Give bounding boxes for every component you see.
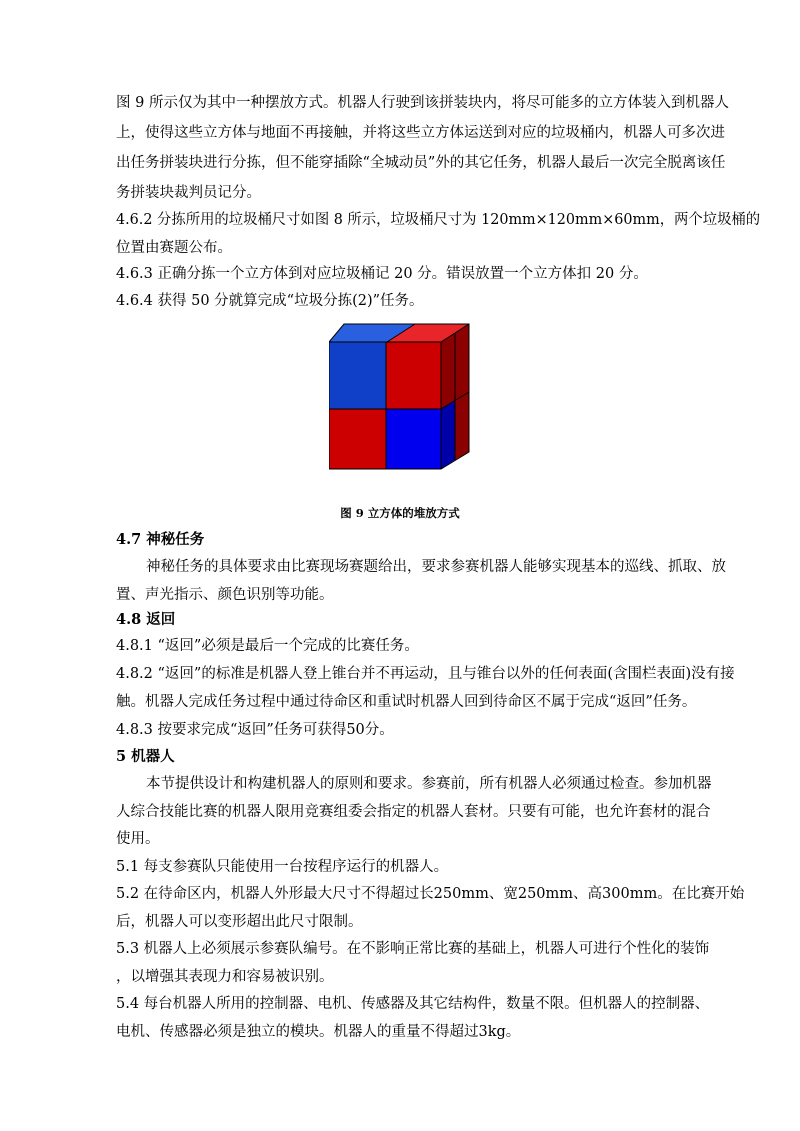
paragraph-line: 使用。 (116, 831, 160, 847)
paragraph-line: 务拼装块裁判员记分。 (116, 185, 261, 201)
paragraph-line: 出任务拼装块进行分拣，但不能穿插除“全城动员”外的其它任务，机器人最后一次完全脱离该任 (116, 155, 726, 171)
paragraph-line: 神秘任务的具体要求由比赛现场赛题给出，要求参赛机器人能够实现基本的巡线、抓取、放 (146, 559, 726, 575)
paragraph-line: 4.8.1 “返回”必须是最后一个完成的比赛任务。 (116, 638, 419, 654)
cube-side-bottom-right (455, 392, 469, 460)
paragraph-line: 5.1 每支参赛队只能使用一台按程序运行的机器人。 (116, 859, 449, 875)
paragraph-line: 图 9 所示仅为其中一种摆放方式。机器人行驶到该拼装块内，将尽可能多的立方体装入到机器人 (116, 95, 729, 111)
section-heading: 4.8 返回 (116, 611, 176, 628)
paragraph-line: 本节提供设计和构建机器人的原则和要求。参赛前，所有机器人必须通过检查。参加机器 (146, 776, 712, 792)
paragraph-line: 后，机器人可以变形超出此尺寸限制。 (116, 914, 363, 930)
cube-front-bottom-right (386, 409, 441, 469)
paragraph-line: 5.4 每台机器人所用的控制器、电机、传感器及其它结构件，数量不限。但机器人的控制器、 (116, 996, 710, 1012)
paragraph-line: 4.8.3 按要求完成“返回”任务可获得50分。 (116, 722, 394, 738)
cube-stack-figure (329, 322, 471, 472)
figure-caption: 图 9 立方体的堆放方式 (340, 506, 460, 520)
cube-side-bottom-left (441, 400, 455, 469)
paragraph-line: 4.8.2 “返回”的标准是机器人登上锥台并不再运动，且与锥台以外的任何表面(含围栏表面)没有接 (116, 666, 735, 682)
paragraph-line: 4.6.3 正确分拣一个立方体到对应垃圾桶记 20 分。错误放置一个立方体扣 20 分。 (116, 266, 648, 282)
paragraph-line: 位置由赛题公布。 (116, 240, 232, 256)
cube-front-top-left (329, 342, 386, 409)
paragraph-line: 4.6.2 分拣所用的垃圾桶尺寸如图 8 所示，垃圾桶尺寸为 120mm×120mm×60mm，两个垃圾桶的 (116, 212, 761, 228)
paragraph-line: 上，使得这些立方体与地面不再接触，并将这些立方体运送到对应的垃圾桶内，机器人可多次进 (116, 125, 725, 141)
paragraph-line: 置、声光指示、颜色识别等功能。 (116, 587, 334, 603)
paragraph-line: ，以增强其表现力和容易被识别。 (116, 969, 334, 985)
cube-front-bottom-left (329, 409, 386, 469)
paragraph-line: 4.6.4 获得 50 分就算完成“垃圾分拣(2)”任务。 (116, 293, 424, 309)
paragraph-line: 5.3 机器人上必须展示参赛队编号。在不影响正常比赛的基础上，机器人可进行个性化的装饰 (116, 941, 710, 957)
paragraph-line: 5.2 在待命区内，机器人外形最大尺寸不得超过长250mm、宽250mm、高300mm。在比赛开始 (116, 886, 745, 902)
section-heading: 4.7 神秘任务 (116, 531, 205, 548)
cube-front-top-right (386, 342, 441, 409)
paragraph-line: 触。机器人完成任务过程中通过待命区和重试时机器人回到待命区不属于完成“返回”任务。 (116, 694, 697, 710)
section-heading: 5 机器人 (116, 748, 175, 765)
paragraph-line: 电机、传感器必须是独立的模块。机器人的重量不得超过3kg。 (116, 1024, 521, 1040)
paragraph-line: 人综合技能比赛的机器人限用竞赛组委会指定的机器人套材。只要有可能，也允许套材的混合 (116, 804, 711, 820)
